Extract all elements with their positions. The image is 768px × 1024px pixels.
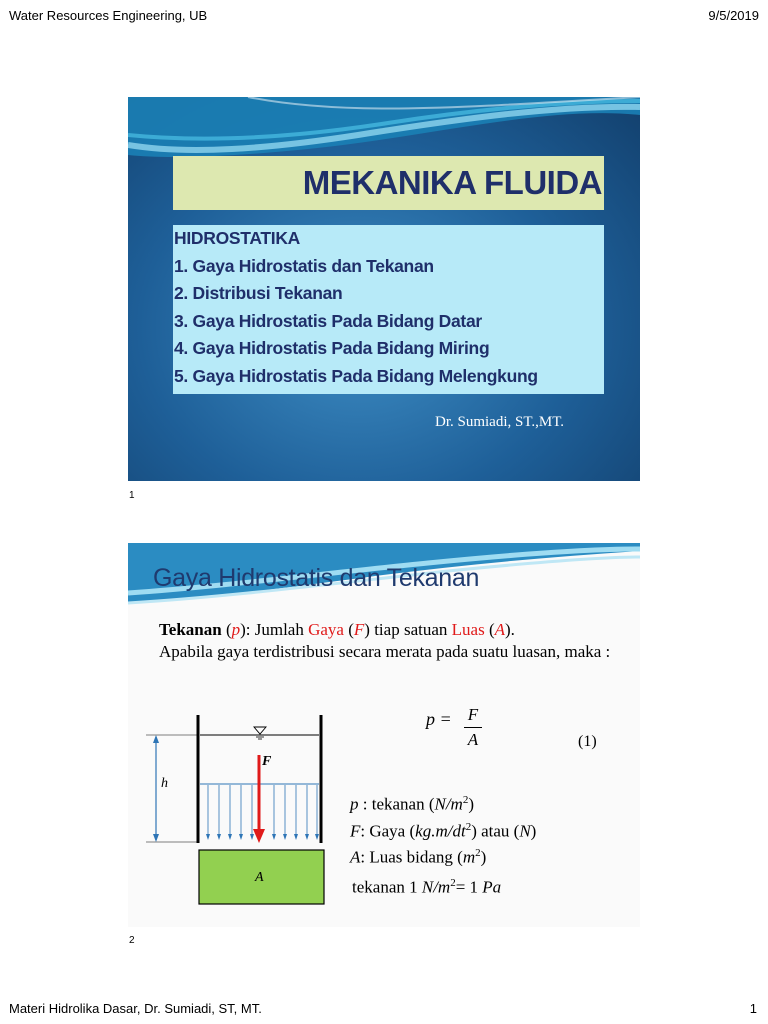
header-date: 9/5/2019 xyxy=(708,8,759,23)
water-level-icon xyxy=(254,727,266,734)
slide-1 xyxy=(128,97,640,481)
formula-fraction: F A xyxy=(464,705,482,750)
A-label: A xyxy=(255,870,264,885)
page-number: 1 xyxy=(749,1001,757,1016)
tank-diagram xyxy=(128,703,338,913)
list-item: 5. Gaya Hidrostatis Pada Bidang Melengkung xyxy=(174,365,538,386)
header-left: Water Resources Engineering, UB xyxy=(9,8,208,23)
list-item: 3. Gaya Hidrostatis Pada Bidang Datar xyxy=(174,310,482,331)
list-item: 1. Gaya Hidrostatis dan Tekanan xyxy=(174,255,434,276)
author: Dr. Sumiadi, ST.,MT. xyxy=(435,414,565,430)
equation-number: (1) xyxy=(578,733,597,750)
list-heading: HIDROSTATIKA xyxy=(174,228,301,248)
F-label: F xyxy=(262,754,272,769)
force-arrow xyxy=(253,829,265,843)
formula-lhs: p = xyxy=(426,709,452,729)
definition-paragraph: Tekanan (p): Jumlah Gaya (F) tiap satuan Luas (A). Apabila gaya terdistribusi secara merata pada suatu luasan, maka : xyxy=(159,620,611,661)
title-box xyxy=(173,156,604,210)
slide-title: Gaya Hidrostatis dan Tekanan xyxy=(153,564,480,592)
list-item: 4. Gaya Hidrostatis Pada Bidang Miring xyxy=(174,338,490,358)
pressure-arrows xyxy=(208,785,317,836)
pascal-definition: tekanan 1 $N/m^2= 1$ Pa xyxy=(352,877,502,897)
variable-definitions: p : tekanan $(N/m^2)$ F: Gaya $(kg.m/dt^2)$ atau (N) A: Luas bidang $(m^2)$ xyxy=(350,794,537,867)
h-label: h xyxy=(161,776,168,791)
topic-list xyxy=(173,225,604,394)
footer-left: Materi Hidrolika Dasar, Dr. Sumiadi, ST, MT. xyxy=(9,1001,262,1016)
list-item: 2. Distribusi Tekanan xyxy=(174,283,343,303)
slide-number: 1 xyxy=(129,490,135,501)
slide-title: MEKANIKA FLUIDA xyxy=(302,164,602,201)
slide-number: 2 xyxy=(129,935,135,946)
slide-2 xyxy=(128,543,640,927)
